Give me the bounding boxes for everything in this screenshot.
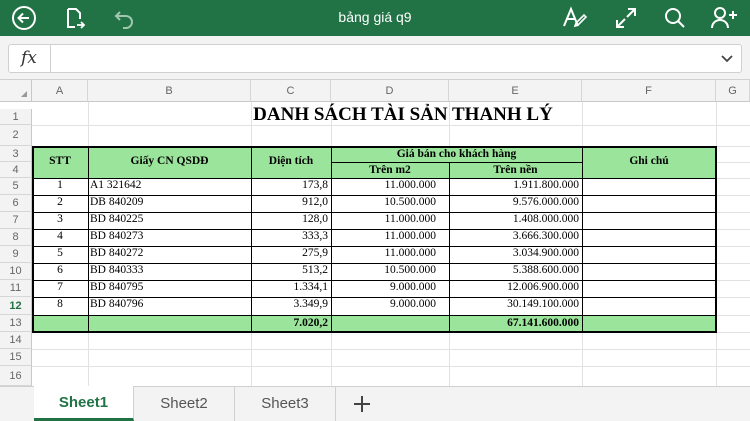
row-header-5[interactable]: 5 <box>0 178 32 195</box>
table-border <box>88 146 89 333</box>
cell-tren-m2[interactable]: 11.000.000 <box>384 247 436 259</box>
cell-tren-m2[interactable]: 10.500.000 <box>384 196 436 208</box>
row-header-7[interactable]: 7 <box>0 212 32 229</box>
title-bar <box>0 0 750 36</box>
column-header-e[interactable]: E <box>449 80 582 102</box>
chevron-down-icon[interactable] <box>719 51 735 67</box>
cell-stt[interactable]: 6 <box>57 264 63 276</box>
cell-stt[interactable]: 1 <box>57 179 63 191</box>
table-border <box>32 315 717 316</box>
header-tren-nen[interactable]: Trên nền <box>493 164 538 176</box>
row-header-4[interactable]: 4 <box>0 162 32 178</box>
cell-giay[interactable]: A1 321642 <box>90 179 142 191</box>
expand-button[interactable] <box>612 4 640 32</box>
row-header-14[interactable]: 14 <box>0 332 32 349</box>
cell-stt[interactable]: 3 <box>57 213 63 225</box>
expand-icon <box>614 6 638 30</box>
table-border <box>32 178 717 179</box>
formula-separator <box>50 45 51 72</box>
row-header-15[interactable]: 15 <box>0 349 32 366</box>
cell-tren-m2[interactable]: 11.000.000 <box>384 230 436 242</box>
formula-input[interactable] <box>57 49 697 69</box>
plus-icon <box>353 395 371 413</box>
column-header-c[interactable]: C <box>251 80 331 102</box>
total-tren-nen[interactable]: 67.141.600.000 <box>507 317 579 329</box>
cell-giay[interactable]: BD 840272 <box>90 247 144 259</box>
row-header-16[interactable]: 16 <box>0 366 32 386</box>
row-header-6[interactable]: 6 <box>0 195 32 212</box>
total-dien-tich[interactable]: 7.020,2 <box>293 317 328 329</box>
column-header-d[interactable]: D <box>331 80 449 102</box>
cell-dien-tich[interactable]: 513,2 <box>302 264 328 276</box>
table-border <box>251 146 252 333</box>
column-header-a[interactable]: A <box>32 80 88 102</box>
formula-box <box>8 44 742 73</box>
cell-tren-nen[interactable]: 30.149.100.000 <box>507 298 579 310</box>
table-border <box>32 246 717 247</box>
row-header-3[interactable]: 3 <box>0 146 32 162</box>
add-person-icon <box>710 5 738 31</box>
table-border <box>32 280 717 281</box>
cell-stt[interactable]: 2 <box>57 196 63 208</box>
table-border <box>32 195 717 196</box>
table-border <box>32 212 717 213</box>
table-border <box>32 146 34 333</box>
row-header-10[interactable]: 10 <box>0 263 32 280</box>
cell-giay[interactable]: BD 840273 <box>90 230 144 242</box>
select-all-corner[interactable] <box>0 80 32 102</box>
row-header-1[interactable]: 1 <box>0 109 32 125</box>
row-header-11[interactable]: 11 <box>0 280 32 297</box>
cell-tren-nen[interactable]: 1.408.000.000 <box>512 213 579 225</box>
column-header-g[interactable]: G <box>716 80 750 102</box>
header-ghi-chu[interactable]: Ghi chú <box>629 155 669 167</box>
row-header-12[interactable]: 12 <box>0 297 32 315</box>
tab-sheet2[interactable]: Sheet2 <box>134 387 235 421</box>
add-sheet-button[interactable] <box>336 387 388 421</box>
cell-tren-nen[interactable]: 1.911.800.000 <box>513 179 579 191</box>
add-person-button[interactable] <box>710 4 738 32</box>
cell-tren-m2[interactable]: 9.000.000 <box>390 298 436 310</box>
sheet-tab-bar <box>0 386 750 421</box>
row-header-9[interactable]: 9 <box>0 246 32 263</box>
header-giay[interactable]: Giấy CN QSDĐ <box>130 155 209 167</box>
cell-dien-tich[interactable]: 275,9 <box>302 247 328 259</box>
search-icon <box>663 6 687 30</box>
row-header-2[interactable]: 2 <box>0 125 32 146</box>
table-border <box>331 146 332 333</box>
fx-label[interactable]: fx <box>21 48 37 68</box>
cell-dien-tich[interactable]: 173,8 <box>302 179 328 191</box>
cell-tren-m2[interactable]: 10.500.000 <box>384 264 436 276</box>
header-dien-tich[interactable]: Diện tích <box>268 155 314 167</box>
sheet-title[interactable]: DANH SÁCH TÀI SẢN THANH LÝ <box>253 104 553 125</box>
cell-giay[interactable]: BD 840795 <box>90 281 144 293</box>
cell-stt[interactable]: 5 <box>57 247 63 259</box>
spreadsheet-grid[interactable] <box>0 80 750 386</box>
table-border <box>449 162 450 333</box>
document-title: bảng giá q9 <box>338 9 412 25</box>
table-border <box>32 331 717 333</box>
column-header-b[interactable]: B <box>88 80 251 102</box>
gridline <box>32 366 750 367</box>
cell-stt[interactable]: 7 <box>57 281 63 293</box>
row-header-13[interactable]: 13 <box>0 315 32 332</box>
text-format-button[interactable] <box>561 4 589 32</box>
cell-tren-m2[interactable]: 11.000.000 <box>384 213 436 225</box>
table-border <box>331 162 582 163</box>
column-header-f[interactable]: F <box>582 80 716 102</box>
tab-sheet3[interactable]: Sheet3 <box>235 387 336 421</box>
table-border <box>32 229 717 230</box>
gridline <box>32 349 750 350</box>
header-gia-ban[interactable]: Giá bán cho khách hàng <box>396 148 517 160</box>
cell-giay[interactable]: BD 840796 <box>90 298 144 310</box>
totals-highlight <box>32 315 716 332</box>
cell-giay[interactable]: BD 840333 <box>90 264 144 276</box>
search-button[interactable] <box>661 4 689 32</box>
cell-dien-tich[interactable]: 3.349,9 <box>293 298 328 310</box>
cell-dien-tich[interactable]: 1.334,1 <box>293 281 328 293</box>
text-format-icon <box>561 5 589 31</box>
header-tren-m2[interactable]: Trên m2 <box>369 164 411 176</box>
table-border <box>32 146 717 148</box>
cell-stt[interactable]: 4 <box>57 230 63 242</box>
cell-dien-tich[interactable]: 333,3 <box>302 230 328 242</box>
cell-dien-tich[interactable]: 128,0 <box>302 213 328 225</box>
row-header-8[interactable]: 8 <box>0 229 32 246</box>
cell-tren-nen[interactable]: 3.034.900.000 <box>512 247 579 259</box>
cell-tren-nen[interactable]: 9.576.000.000 <box>512 196 579 208</box>
gridline <box>32 125 750 126</box>
cell-giay[interactable]: BD 840225 <box>90 213 144 225</box>
tab-sheet1[interactable]: Sheet1 <box>34 386 134 421</box>
cell-tren-m2[interactable]: 9.000.000 <box>390 281 436 293</box>
header-stt[interactable]: STT <box>49 155 71 167</box>
cell-stt[interactable]: 8 <box>57 298 63 310</box>
table-border <box>582 146 583 333</box>
table-border <box>715 146 717 333</box>
cell-tren-m2[interactable]: 11.000.000 <box>384 179 436 191</box>
cell-dien-tich[interactable]: 912,0 <box>302 196 328 208</box>
cell-tren-nen[interactable]: 12.006.900.000 <box>507 281 579 293</box>
table-border <box>32 263 717 264</box>
cell-giay[interactable]: DB 840209 <box>90 196 144 208</box>
table-border <box>32 297 717 298</box>
formula-bar <box>0 36 750 80</box>
cell-tren-nen[interactable]: 5.388.600.000 <box>512 264 579 276</box>
cell-tren-nen[interactable]: 3.666.300.000 <box>512 230 579 242</box>
